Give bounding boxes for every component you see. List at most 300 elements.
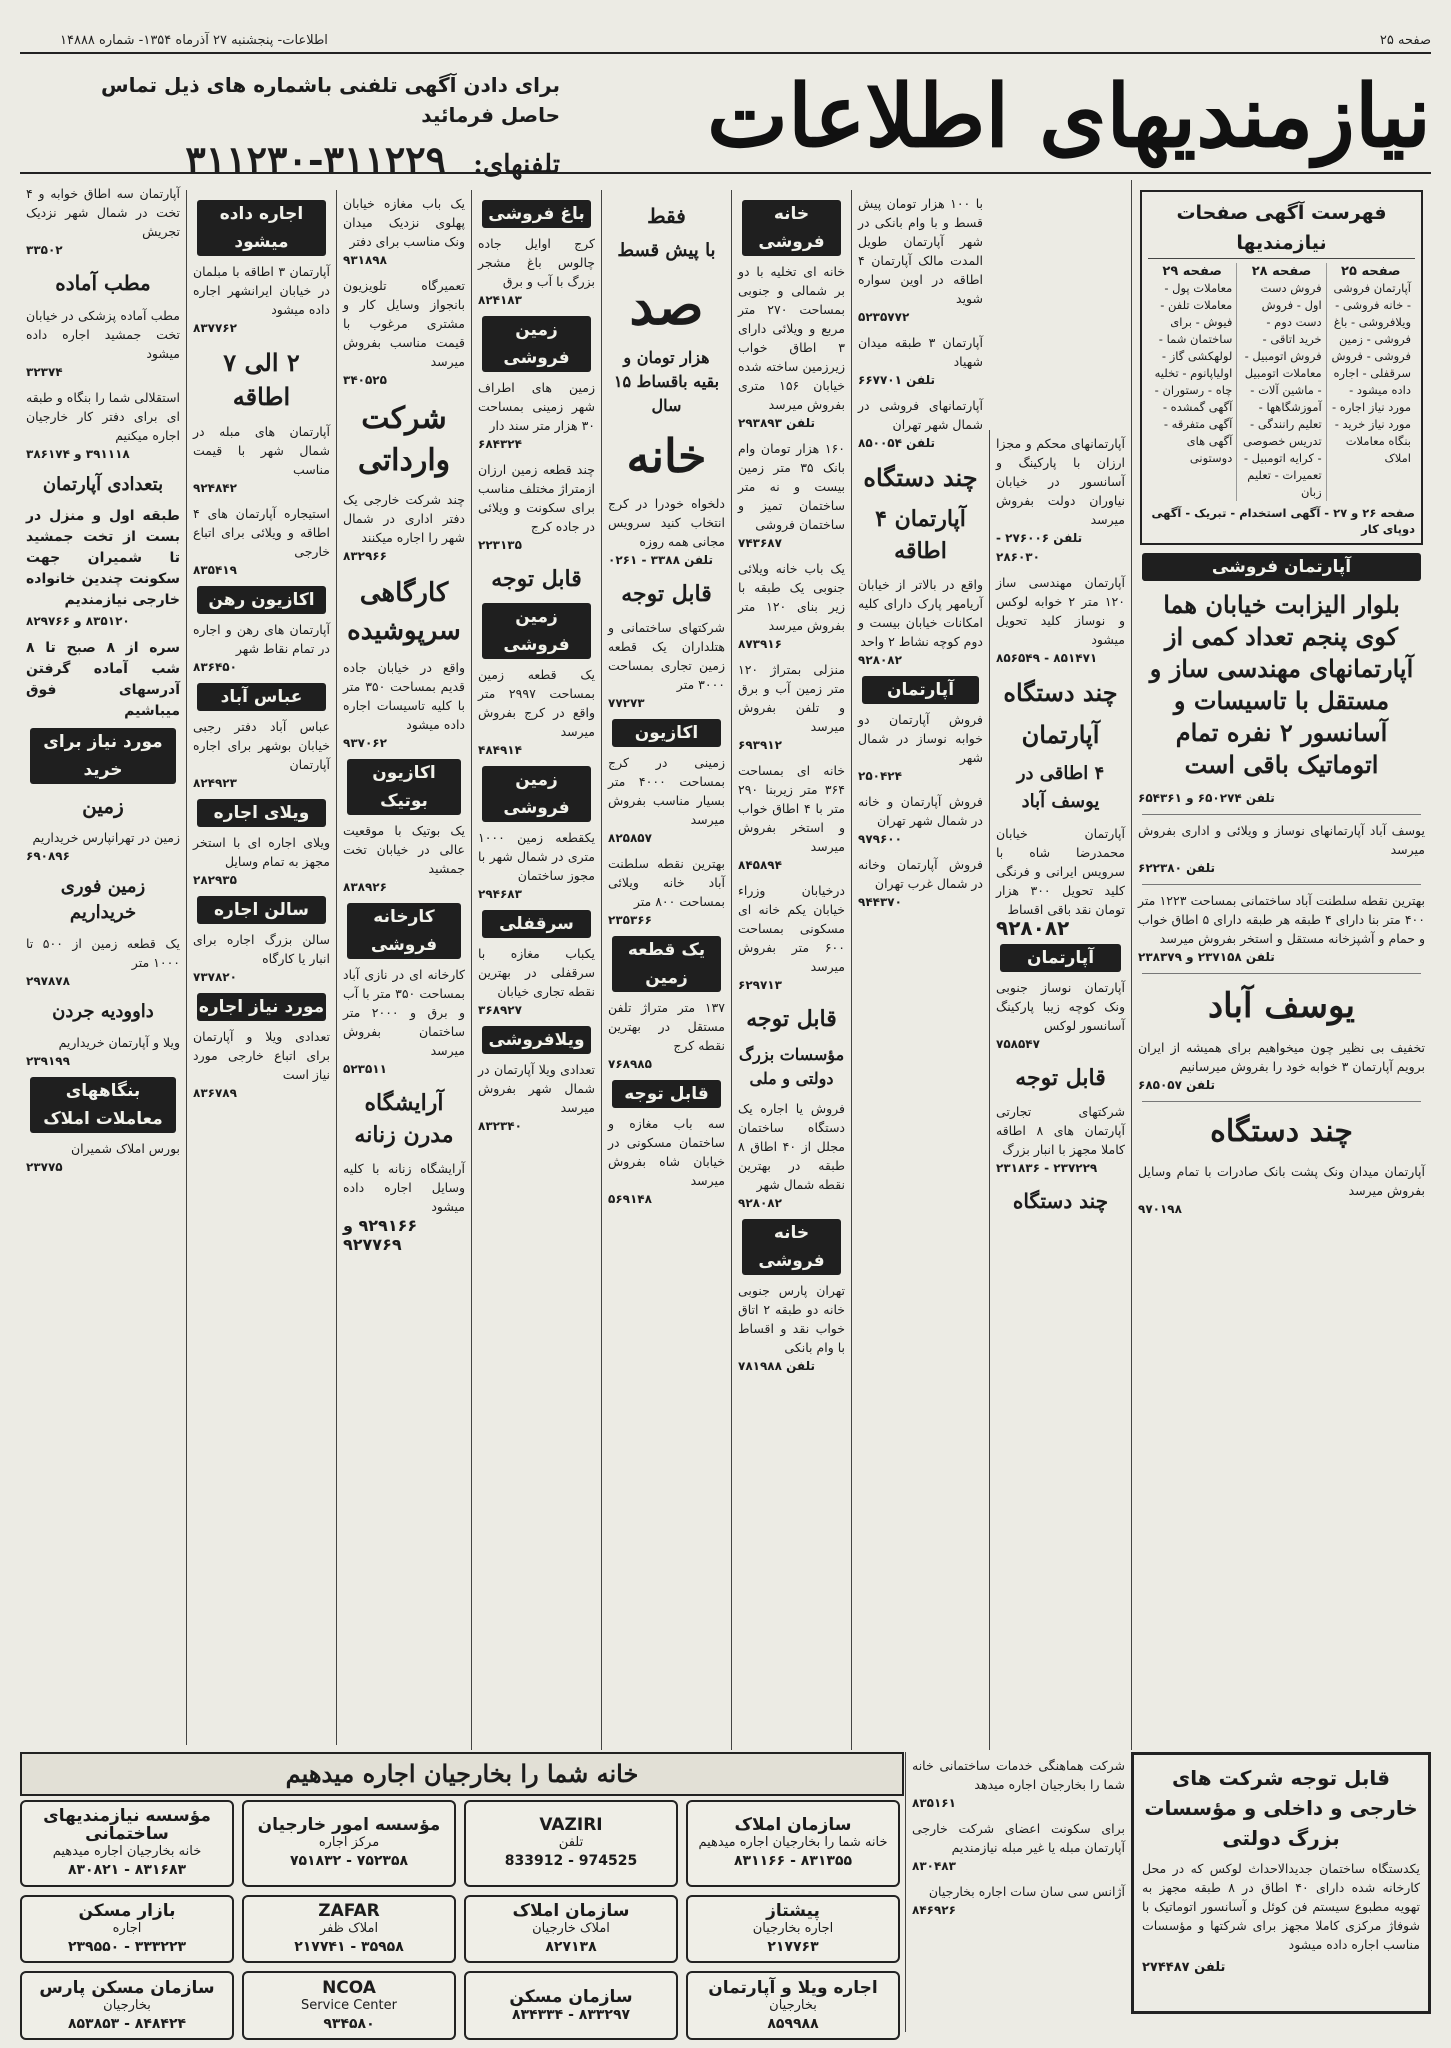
category-header: خانه فروشی [742,200,841,256]
ad-text: تعمیرگاه تلویزیون بانجواز وسایل کار و مشتری مرغوب با قیمت مناسب بفروش میرسد [343,278,465,369]
column-4 [731,190,851,1750]
ad-phone: ۶۹۰۸۹۶ [26,849,70,863]
headline: فقط [647,204,686,228]
classified-ad [26,934,180,991]
ad-text: فروش یا اجاره یک دستگاه ساختمان مجلل از ۴۰ اطاق ۸ طبقه در بهترین نقطه شمال شهر [738,1101,845,1192]
agency-name: سازمان املاک [512,1900,630,1921]
ad-text: ۱۶۰ هزار تومان وام بانک ۳۵ متر زمین بیست و نه متر ساختمان تمیز و ساختمان فروشی [738,441,845,532]
ad-phone: ۹۲۹۱۶۶ و ۹۲۷۷۶۹ [343,1216,418,1254]
headline: آپارتمان ۴ اطاقه [875,506,966,564]
index-col-items: معاملات پول - معاملات تلفن - فیوش - برای ساختمان شما - لولهکشی گاز - اولیاپانوم - تخلیه چاه - رستوران - آگهی گمشده - آگهی متفرقه - آگهی های دوستونی [1154,281,1233,465]
category-header: اکازیون رهن [197,586,326,614]
column-7 [336,190,471,1745]
classified-ad [608,998,725,1074]
ad-phone: ۵۲۳۵۷۷۲ [858,310,910,324]
phones-numbers: ۳۱۱۲۲۹-۳۱۱۲۳۰ [185,137,447,182]
ad-phone: ۹۲۴۸۴۲ [193,481,237,495]
headline: یوسف آباد [1208,986,1355,1026]
issue-info: اطلاعات- پنجشنبه ۲۷ آذرماه ۱۳۵۴- شماره ۱۴۸۸۸ [60,33,328,48]
ad-phone: ۷۴۳۶۸۷ [738,536,782,550]
ad-text: فروش آپارتمان دو خوابه نوساز در شمال شهر [858,712,983,765]
column-8 [186,190,336,1745]
headline: ۲ الی ۷ اطاقه [223,348,300,411]
classified-ad [343,821,465,897]
classified-ad [608,753,725,848]
ad-phone: ۸۵۱۴۷۱ - ۸۵۶۵۴۹ [996,651,1098,665]
ad-text: واقع در بالاتر از خیابان آریامهر پارک دارای کلیه امکانات خیابان بیست و دوم کوچه نشاط ۲ واحد [858,577,983,649]
classified-ad [26,638,180,722]
ad-text: یک باب مغازه خیابان پهلوی نزدیک میدان ونک مناسب برای دفتر [343,196,465,249]
classified-ad [1138,589,1425,808]
ad-phone: ۹۷۹۶۰۰ [858,832,902,846]
ad-phone: ۶۸۴۳۲۴ [478,437,522,451]
classified-ad [738,439,845,553]
ad-phone: ۲۲۳۱۳۵ [478,538,522,552]
ad-text: آپارتمان سه اطاق خوابه و ۴ تخت در شمال شهر نزدیک تجریش [26,186,180,239]
index-col [1148,263,1236,501]
ad-phone: ۲۹۴۶۸۳ [478,887,522,901]
ad-phone: ۸۳۲۳۴۰ [478,1119,522,1133]
ad-phone: ۸۲۴۱۸۳ [478,293,522,307]
agency-phone: ۸۵۹۹۸۸ [767,2015,819,2032]
agency-ad [464,1800,678,1887]
headline: شرکت وارداتی [357,401,451,478]
ad-text: ویلای اجاره ای با استخر مجهز به تمام وسایل [193,835,330,869]
category-header: قابل توجه [612,1080,721,1108]
headline: صد [629,273,704,337]
classified-ad [858,333,983,390]
notice-title: قابل توجه شرکت های خارجی و داخلی و مؤسسات بزرگ دولتی [1144,1766,1418,1850]
ad-phone: ۹۴۴۳۷۰ [858,895,902,909]
ad-text: آپارتمان نوساز جنوبی ونک کوچه زیبا پارکینگ آسانسور لوکس [996,980,1125,1033]
agency-name: VAZIRI [539,1815,603,1836]
ad-text: یوسف آباد آپارتمانهای نوساز و ویلائی و اداری بفروش میرسد [1138,823,1425,857]
agency-phone: ۲۱۷۷۶۳ [767,1938,819,1955]
agency-name: بازار مسکن [78,1900,176,1921]
ad-phone: ۲۳۵۳۶۶ [608,913,652,927]
agency-sub: اجاره بخارجیان [752,1920,834,1936]
index-col [1326,263,1415,501]
agency-name: ZAFAR [318,1900,380,1921]
agency-phone: ۸۲۷۱۳۸ [545,1938,597,1955]
category-header: بنگاههای معاملات املاک [30,1077,176,1133]
classified-ad [193,833,330,890]
classified-ad [738,1099,845,1213]
agency-name: سازمان مسکن [509,1986,633,2007]
ad-text: ۱۳۷ متر متراژ تلفن مستقل در بهترین نقطه کرج [608,1000,725,1053]
agency-ad [686,1895,900,1964]
classified-ad [1138,1162,1425,1219]
ad-phone: تلفن ۸۵۰۰۵۴ [858,436,935,450]
ad-text: مطب آماده پزشکی در خیابان تخت جمشید اجاره داده میشود [26,308,180,361]
phones-label: تلفنهای: [473,150,560,180]
agency-phone: ۹۳۴۵۸۰ [323,2015,375,2032]
classified-ad [1138,1038,1425,1095]
classified-ad [26,1033,180,1071]
category-header: اجاره داده میشود [197,200,326,256]
ad-text: شرکت هماهنگی خدمات ساختمانی خانه شما را بخارجیان اجاره میدهد [912,1758,1125,1792]
agency-name: NCOA [322,1977,376,1998]
category-header: زمین فروشی [482,316,591,372]
ad-phone: ۶۹۳۹۱۲ [738,738,782,752]
classified-ad [858,575,983,670]
ad-text: سره از ۸ صبح تا ۸ شب آماده گرفتن آدرسهای فوق میباشیم [26,640,180,719]
agency-ad [20,1800,234,1887]
classified-ad [738,559,845,654]
agency-ad [20,1971,234,2040]
classified-ad [193,930,330,987]
index-col [1236,263,1325,501]
category-header: سالن اجاره [197,896,326,924]
agency-sub: مرکز اجاره [318,1835,380,1851]
agency-sub: املاک ظفر [319,1920,379,1936]
ad-phone: تلفن ۳۳۸۸ - ۰۲۶۱ [608,553,713,567]
ad-phone: تلفن ۶۸۵۰۵۷ [1138,1078,1215,1092]
headline: زمین فوری خریداریم [60,876,146,923]
ad-phone: ۸۴۶۹۲۶ [912,1903,956,1917]
category-header: سرقفلی [482,910,591,938]
agency-sub: تلفن [558,1835,584,1851]
headline: آرایشگاه مدرن زنانه [354,1090,454,1148]
ad-phone: ۹۲۸۰۸۲ [996,916,1070,940]
ad-phone: تلفن ۶۵۰۲۷۴ و ۶۵۴۳۶۱ [1138,791,1275,805]
classified-ad [343,965,465,1079]
category-header: آپارتمان [1000,944,1121,972]
agency-phone: 833912 - 974525 [504,1853,638,1870]
classified-ad [193,504,330,580]
ad-text: آپارتمان مهندسی ساز ۱۲۰ متر ۲ خوابه لوکس و نوساز کلید تحویل میشود [996,575,1125,647]
agency-name: مؤسسه نیازمندیهای ساختمانی [43,1806,211,1845]
category-header: آپارتمان فروشی [1142,553,1421,581]
classified-ad [478,1060,595,1136]
notice-body: یکدستگاه ساختمان جدیدالاحداث لوکس که در محل کارخانه شده دارای ۴۰ اطاق در ۸ طبقه مجهز به تهویه مطبوع سیستم فن کوئل و آسانسور اتوماتیک با شوفاژ مرکزی کاملا مجهز برای شرکتها و مؤسسات مناسب اجاره داده میشود [1142,1861,1420,1952]
ad-text: یکقطعه زمین ۱۰۰۰ متری در شمال شهر با مجوز ساختمان [478,830,595,883]
headline: مطب آماده [55,271,151,295]
headline: قابل توجه [1015,1065,1106,1091]
ad-text: آپارتمان خیابان محمدرضا شاه با سرویس ایرانی و فرنگی کلید تحویل ۳۰۰ هزار تومان نقد باقی اقساط [996,826,1125,917]
category-header: ویلای اجاره [197,799,326,827]
ad-phone: تلفن ۲۳۷۱۵۸ و ۲۳۸۳۷۹ [1138,950,1275,964]
classified-ad [343,276,465,390]
ad-phone: ۷۳۷۸۲۰ [193,970,237,984]
notice-box [1131,1752,1431,2014]
headline: قابل توجه [746,1006,837,1032]
ad-phone: ۹۳۱۸۹۸ [343,253,387,267]
column-9 [20,180,186,1745]
category-header: زمین فروشی [482,766,591,822]
classified-ad [193,620,330,677]
ad-text: واقع در خیابان جاده قدیم بمساحت ۳۵۰ متر با کلیه تاسیسات اجاره داده میشود [343,660,465,732]
agency-phone: ۸۳۱۱۶۶ - ۸۳۱۳۵۵ [733,1853,853,1870]
ad-phone: ۸۳۶۷۸۹ [193,1086,237,1100]
ad-text: آپارتمان ۳ اطاقه با مبلمان در خیابان ایرانشهر اجاره داده میشود [193,264,330,317]
ad-text: کرج اوایل جاده چالوس باغ مشجر بزرگ با آب و برق [478,236,595,289]
classified-ad [193,422,330,498]
category-header: اکازیون [612,719,721,747]
ad-phone: ۸۲۵۸۵۷ [608,831,652,845]
classified-ad [343,1159,465,1254]
ad-text: کارخانه ای در نازی آباد بمساحت ۳۵۰ متر با آب و برق و ۲۰۰۰ متر ساختمان بفروش میرسد [343,967,465,1058]
classified-ad [608,494,725,570]
contact-instruction: برای دادن آگهی تلفنی باشماره های ذیل تماس حاصل فرمائید [100,73,560,127]
classified-ad [858,792,983,849]
index-col-items: فروش دست اول - فروش دست دوم - خرید اتاقی - فروش اتومبیل - معاملات اتومبیل - ماشین آلات - آموزشگاهها - تعلیم رانندگی - تدریس خصوصی - کرایه اتومبیل - تعمیرات - تعلیم زبان [1242,281,1322,499]
agency-sub: Service Center [301,1997,397,2013]
ad-phone: ۲۳۷۲۲۹ - ۲۳۱۸۳۶ [996,1161,1098,1175]
classified-ad [912,1882,1125,1920]
ad-text: سالن بزرگ اجاره برای انبار یا کارگاه [193,932,330,966]
ad-text: برای سکونت اعضای شرکت خارجی آپارتمان مبله یا غیر مبله نیازمندیم [912,1821,1125,1855]
classified-ad [478,944,595,1020]
category-header: باغ فروشی [482,200,591,228]
column-5 [601,190,731,1750]
divider [1142,814,1421,815]
classified-ad [478,828,595,904]
ad-text: زمینی در کرج بمساحت ۴۰۰۰ متر بسیار مناسب بفروش میرسد [608,755,725,827]
classified-ad [26,184,180,260]
contact-block [40,70,560,195]
ad-text: شرکتهای ساختمانی و هتلداران یک قطعه زمین تجاری بمساحت ۳۰۰۰ متر [608,620,725,692]
ad-text: آپارتمان های رهن و اجاره در تمام نقاط شهر [193,622,330,656]
ad-text: یک قطعه زمین از ۵۰۰ تا ۱۰۰۰ متر [26,936,180,970]
ad-text: منزلی بمتراژ ۱۲۰ متر زمین آب و برق و تلفن بفروش میرسد [738,662,845,734]
category-header: عباس آباد [197,683,326,711]
ad-text: یک بوتیک با موقعیت عالی در خیابان تخت جمشید [343,823,465,876]
classified-ad [1138,891,1425,967]
classified-ad [608,1114,725,1209]
headline: آپارتمان [1021,720,1100,749]
ad-phone: ۲۳۹۱۹۹ [26,1054,70,1068]
ad-text: تعدادی ویلا و آپارتمان برای اتباع خارجی مورد نیاز است [193,1029,330,1082]
ad-phone: ۸۳۶۴۵۰ [193,660,237,674]
ad-text: آپارتمانهای فروشی در شمال شهر تهران [858,398,983,432]
ad-phone: ۲۳۷۷۵ [26,1160,63,1174]
index-title: فهرست آگهی صفحات نیازمندیها [1148,198,1415,259]
agency-phone: ۸۵۳۸۵۳ - ۸۴۸۴۲۴ [67,2015,187,2032]
ad-text: یک قطعه زمین بمساحت ۲۹۹۷ متر واقع در کرج بفروش میرسد [478,667,595,739]
classified-ad [1138,821,1425,878]
ad-text: آپارتمان میدان ونک پشت بانک صادرات با تمام وسایل بفروش میرسد [1138,1164,1425,1198]
ad-text: بلوار الیزابت خیابان هما کوی پنجم تعداد کمی از آپارتمانهای مهندسی ساز و مستقل با تاسیسات و آسانسور ۲ نفره تمام اتوماتیک باقی است [1149,590,1414,779]
ad-text: تهران پارس جنوبی خانه دو طبقه ۲ اتاق خواب نقد و اقساط با وام بانکی [738,1283,845,1355]
ad-text: بهترین نقطه سلطنت آباد خانه ویلائی بمساحت ۸۰۰ متر [608,856,725,909]
agency-phone: ۲۱۷۷۴۱ - ۳۵۹۵۸ [294,1938,404,1955]
classified-ad [996,978,1125,1054]
headline: زمین [82,794,124,818]
ad-text: خانه ای بمساحت ۳۶۴ متر زیربنا ۲۹۰ متر با ۴ اطاق خواب و استخر بفروش میرسد [738,763,845,854]
ad-phone: ۲۹۷۸۷۸ [26,974,70,988]
ad-phone: تلفن ۲۹۳۸۹۳ [738,416,815,430]
index-col-head: صفحه ۲۹ [1162,264,1222,279]
agency-name: سازمان مسکن پارس [39,1977,215,1998]
header-rule [20,52,1431,54]
ad-text: چند قطعه زمین ارزان ازمتراژ مختلف مناسب برای سکونت و ویلائی در جاده کرج [478,462,595,534]
index-col-head: صفحه ۲۸ [1251,264,1312,279]
classified-ad [26,388,180,464]
ad-phone: ۸۷۳۹۱۶ [738,637,782,651]
classified-ad [996,824,1125,938]
classified-ad [478,234,595,310]
classified-ad [738,660,845,755]
category-header: مورد نیاز اجاره [197,993,326,1021]
ad-phone: ۹۷۰۱۹۸ [1138,1202,1182,1216]
classified-ad [343,490,465,566]
ad-phone: ۸۳۰۴۸۳ [912,1859,956,1873]
agency-sub: بخارجیان [769,1997,817,2013]
ad-text: زمین های اطراف شهر زمینی بمساحت ۳۰ هزار متر سند دار [478,380,595,433]
ad-phone: تلفن ۷۸۱۹۸۸ [738,1359,815,1373]
category-header: زمین فروشی [482,603,591,659]
classified-ad [858,396,983,453]
index-box [1140,190,1423,545]
masthead-rule [20,172,1431,174]
ad-phone: ۷۷۲۷۳ [608,696,645,710]
classified-ad [26,306,180,382]
agency-name: مؤسسه امور خارجیان [257,1815,441,1836]
headline: چند دستگاه [863,463,978,492]
category-header: آپارتمان [862,676,979,704]
column-6 [471,190,601,1750]
ad-text: آپارتمانهای محکم و مجزا ارزان با پارکینگ و آسانسور در خیابان نیاوران دولت بفروش میرسد [996,436,1125,527]
agency-name: سازمان املاک [734,1815,852,1836]
ad-phone: ۳۴۰۵۲۵ [343,373,387,387]
classified-ad [996,434,1125,567]
ad-text: آپارتمان های مبله در شمال شهر با قیمت مناسب [193,424,330,477]
classified-ad [738,761,845,875]
category-header: مورد نیاز برای خرید [30,728,176,784]
classified-ad [478,378,595,454]
page-number: صفحه ۲۵ [1379,33,1431,48]
ad-text: استیجاره آپارتمان های ۴ اطاقه و ویلائی برای اتباع خارجی [193,506,330,559]
headline: کارگاهی سرپوشیده [347,578,461,646]
ad-text: ویلا و آپارتمان خریداریم [58,1035,180,1050]
ad-phone: ۷۶۸۹۸۵ [608,1057,652,1071]
agency-ad [242,1800,456,1887]
ad-text: تعدادی ویلا آپارتمان در شمال شهر بفروش میرسد [478,1062,595,1115]
ad-phone: ۵۲۳۵۱۱ [343,1062,387,1076]
agency-phone: ۷۵۱۸۳۲ - ۷۵۲۳۵۸ [289,1853,409,1870]
ad-text: بهترین نقطه سلطنت آباد ساختمانی بمساحت ۱۲۲۳ متر ۴۰۰ متر بنا دارای ۴ طبقه هر طبقه دارای ۵ اطاق خواب و حمام و آشپزخانه مستقل و استخر بفروش میرسد [1138,893,1425,946]
classified-ad [478,460,595,555]
headline: قابل توجه [621,581,712,607]
agency-name: پیشتاز [766,1900,820,1921]
ad-phone: ۹۲۸۰۸۲ [858,653,902,667]
column-3 [851,190,989,1750]
ad-phone: ۸۴۵۸۹۴ [738,858,782,872]
category-header: ویلافروشی [482,1026,591,1054]
agency-sub: خانه شما را بخارجیان اجاره میدهیم [698,1835,888,1851]
ad-phone: ۸۳۵۴۱۹ [193,563,237,577]
column-2 [989,430,1131,1750]
classified-ad [858,194,983,327]
divider [1142,1101,1421,1102]
classified-ad [608,618,725,713]
ad-phone: تلفن ۶۶۷۷۰۱ [858,373,935,387]
category-header: یک قطعه زمین [612,936,721,992]
ad-text: دلخواه خودرا در کرج انتخاب کنید سرویس مجانی همه روزه [608,496,725,549]
ad-text: خانه ای تخلیه با دو بر شمالی و جنوبی بمساحت ۲۷۰ متر مربع و ویلائی دارای ۳ اطاق خواب زیرزمین ساخته شده خیابان ۱۵۶ متری بفروش میرسد [738,264,846,412]
ad-text: سه باب مغازه و ساختمان مسکونی در خیابان شاه بفروش میرسد [608,1116,725,1188]
ad-phone: ۹۲۸۰۸۲ [738,1196,782,1210]
headline: با پیش قسط [617,240,716,261]
classified-ad [26,506,180,632]
ad-phone: ۳۳۵۰۲ [26,243,63,257]
ad-phone: ۳۹۱۱۱۸ و ۳۸۶۱۷۴ [26,447,130,461]
ad-phone: ۵۶۹۱۴۸ [608,1192,652,1206]
headline: ۴ اطاقی در یوسف آباد [1016,763,1105,812]
index-footer: صفحه ۲۶ و ۲۷ - آگهی استخدام - تبریک - آگهی دوپای کار [1151,506,1415,536]
index-grid [1148,263,1415,501]
ad-text: فروش آپارتمان و خانه در شمال شهر تهران [858,794,983,828]
classified-ad [193,262,330,338]
ad-text: آژانس سی سان سات اجاره بخارجیان [928,1884,1125,1899]
agency-phone: ۸۳۴۳۳۴ - ۸۳۳۲۹۷ [511,2006,631,2023]
classified-ad [738,1281,845,1376]
ad-phone: ۸۳۲۹۶۶ [343,549,387,563]
ad-text: آرایشگاه زنانه با کلیه وسایل اجاره داده میشود [343,1161,465,1214]
classified-ad [996,1102,1125,1178]
classified-ad [738,262,845,433]
classified-ad [858,855,983,912]
headline: چند دستگاه [1012,1189,1109,1213]
divider [1142,973,1421,974]
ad-phone: ۸۳۵۱۶۱ [912,1796,956,1810]
classified-ad [912,1756,1125,1813]
ad-text: فروش آپارتمان وخانه در شمال غرب تهران [858,857,983,891]
headline: مؤسسات بزرگ دولتی و ملی [738,1045,845,1088]
category-header: خانه فروشی [742,1219,841,1275]
ad-text: یک باب خانه ویلائی جنوبی یک طبقه با زیر بنای ۱۲۰ متر بفروش میرسد [738,561,845,633]
classified-ad [193,1027,330,1103]
classified-ad [343,658,465,753]
classified-ad [996,573,1125,668]
ad-phone: ۸۳۵۱۲۰ و ۸۲۹۷۶۶ [26,614,130,628]
bottom-column [905,1752,1131,2032]
ad-text: زمین در تهرانپارس خریداریم [32,830,180,845]
ad-phone: ۳۲۳۷۴ [26,365,63,379]
agency-ad [464,1895,678,1964]
ad-phone: ۳۶۸۹۲۷ [478,1003,522,1017]
notice-phone: تلفن ۲۷۴۴۸۷ [1142,1960,1226,1975]
ad-text: یکباب مغازه با سرقفلی در بهترین نقطه تجاری خیابان [478,946,595,999]
classified-ad [193,717,330,793]
ad-phone: ۹۳۷۰۶۲ [343,736,387,750]
index-col-items: آپارتمان فروشی - خانه فروشی - ویلافروشی - باغ فروشی - زمین فروشی - فروش سرقفلی - اجاره داده میشود - مورد نیاز اجاره - مورد نیاز خرید - بنگاه معاملات املاک [1331,281,1411,465]
classified-ad [343,194,465,270]
ad-text: چند شرکت خارجی یک دفتر اداری در شمال شهر را اجاره میکنند [343,492,465,545]
ad-text: بورس املاک شمیران [70,1141,180,1156]
agency-ad [242,1971,456,2040]
masthead-title: نیازمندیهای اطلاعات [707,66,1431,167]
divider [1142,884,1421,885]
agency-logos [20,1800,900,2040]
ad-text: شرکتهای تجارتی آپارتمان های ۸ اطاقه کاملا مجهز با انبار بزرگ [996,1104,1126,1157]
agency-ad [20,1895,234,1964]
ad-phone: ۸۳۸۹۲۶ [343,880,387,894]
classified-ad [738,881,845,995]
classified-ad [26,1139,180,1177]
ad-phone: ۸۲۴۹۲۳ [193,776,237,790]
agency-phone: ۲۳۹۵۵۰ - ۳۳۳۲۲۳ [67,1938,187,1955]
agency-sub: بخارجیان [103,1997,151,2013]
ad-phone: ۲۸۲۹۳۵ [193,873,237,887]
ad-phone: تلفن ۶۲۲۳۸۰ [1138,861,1215,875]
agency-ad [242,1895,456,1964]
index-col-head: صفحه ۲۵ [1341,264,1401,279]
category-header: اکازیون بوتیک [347,759,461,815]
agency-phone: ۸۳۰۸۲۱ - ۸۳۱۶۸۳ [67,1862,187,1879]
headline: چند دستگاه [1003,678,1118,707]
